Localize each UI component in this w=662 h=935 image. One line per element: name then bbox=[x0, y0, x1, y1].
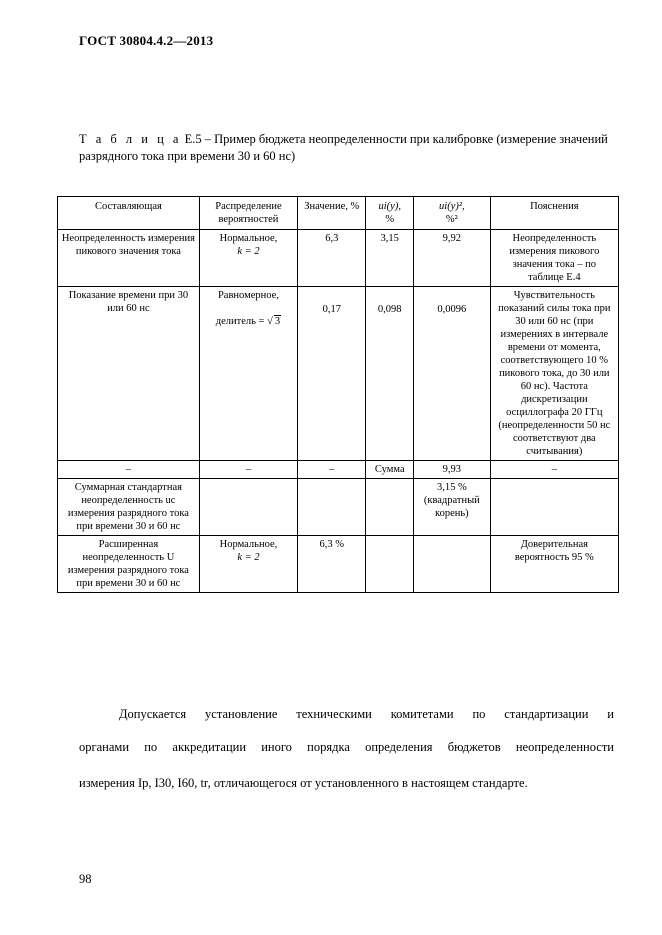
table-row bbox=[58, 536, 619, 593]
header-distribution: Распределение вероятностей bbox=[199, 197, 297, 230]
cell-ui2 bbox=[414, 536, 491, 593]
cell-notes: Чувствительность показаний силы тока при 30 или 60 нс (при измерениях в интервале времени от момента, соответствующего 10 % пикового тока, до 30 или 60 нс). Частота дискретизации осциллографа 20 ГГц (неопределенности 50 нс соответствуют два считывания) bbox=[490, 287, 618, 461]
divisor-label: делитель = bbox=[215, 316, 268, 327]
header-ui-unit: % bbox=[385, 214, 395, 225]
cell-distribution: – bbox=[199, 461, 297, 479]
cell-value bbox=[298, 479, 366, 536]
cell-value: 0,17 bbox=[298, 287, 366, 461]
cell-distribution bbox=[199, 287, 297, 461]
header-ui2-unit: %² bbox=[445, 214, 458, 225]
cell-combined-uncertainty: 3,15 % (квадратный корень) bbox=[414, 479, 491, 536]
coverage-factor: k = 2 bbox=[237, 246, 260, 257]
cell-notes: Неопределенность измерения пикового значения тока – по таблице Е.4 bbox=[490, 230, 618, 287]
document-header: ГОСТ 30804.4.2—2013 bbox=[79, 33, 214, 48]
table-header-row bbox=[58, 197, 619, 230]
table-row bbox=[58, 461, 619, 479]
body-paragraph-line-3: измерения Ip, I30, I60, tr, отличающегося от установленного в настоящем стандарте. bbox=[79, 776, 528, 790]
header-squared-uncertainty bbox=[414, 197, 491, 230]
cell-distribution bbox=[199, 536, 297, 593]
distribution-type: Нормальное, bbox=[219, 233, 278, 244]
coverage-factor: k = 2 bbox=[237, 552, 260, 563]
cell-sum-value: 9,93 bbox=[414, 461, 491, 479]
cell-notes bbox=[490, 479, 618, 536]
header-value: Значение, % bbox=[298, 197, 366, 230]
uncertainty-budget-table bbox=[57, 196, 619, 593]
sqrt-symbol: √ bbox=[267, 316, 273, 327]
header-component: Составляющая bbox=[58, 197, 200, 230]
body-paragraph-line-2: органами по аккредитации иного порядка определения бюджетов неопределенности bbox=[79, 740, 614, 754]
header-notes: Пояснения bbox=[490, 197, 618, 230]
cell-ui bbox=[366, 479, 414, 536]
distribution-type: Равномерное, bbox=[217, 290, 279, 301]
cell-distribution bbox=[199, 230, 297, 287]
cell-component: Расширенная неопределенность U измерения разрядного тока при времени 30 и 60 нс bbox=[58, 536, 200, 593]
cell-ui: 3,15 bbox=[366, 230, 414, 287]
cell-notes: – bbox=[490, 461, 618, 479]
body-paragraph-line-1: Допускается установление техническими комитетами по стандартизации и bbox=[119, 707, 614, 721]
table-row bbox=[58, 287, 619, 461]
cell-component: Показание времени при 30 или 60 нс bbox=[58, 287, 200, 461]
table-caption bbox=[79, 131, 619, 165]
cell-notes: Доверительная вероятность 95 % bbox=[490, 536, 618, 593]
page-number: 98 bbox=[79, 872, 92, 886]
cell-distribution bbox=[199, 479, 297, 536]
table-row bbox=[58, 230, 619, 287]
header-ui-symbol: ui(y), bbox=[378, 201, 401, 212]
cell-value: 6,3 % bbox=[298, 536, 366, 593]
cell-ui: 0,098 bbox=[366, 287, 414, 461]
distribution-type: Нормальное, bbox=[219, 539, 278, 550]
cell-ui2: 0,0096 bbox=[414, 287, 491, 461]
cell-ui bbox=[366, 536, 414, 593]
cell-component: Неопределенность измерения пикового значения тока bbox=[58, 230, 200, 287]
cell-value: 6,3 bbox=[298, 230, 366, 287]
table-row bbox=[58, 479, 619, 536]
cell-ui2: 9,92 bbox=[414, 230, 491, 287]
cell-sum-label: Сумма bbox=[366, 461, 414, 479]
cell-component: Суммарная стандартная неопределенность uc измерения разрядного тока при времени 30 и 60 нс bbox=[58, 479, 200, 536]
cell-component: – bbox=[58, 461, 200, 479]
caption-label: Т а б л и ц а bbox=[79, 132, 182, 146]
header-standard-uncertainty bbox=[366, 197, 414, 230]
header-ui2-symbol: ui(y)², bbox=[439, 201, 465, 212]
cell-value: – bbox=[298, 461, 366, 479]
divisor-value: 3 bbox=[274, 316, 281, 327]
caption-text: Е.5 – Пример бюджета неопределенности при калибровке (измерение значений разрядного тока при времени 30 и 60 нс) bbox=[79, 132, 608, 163]
